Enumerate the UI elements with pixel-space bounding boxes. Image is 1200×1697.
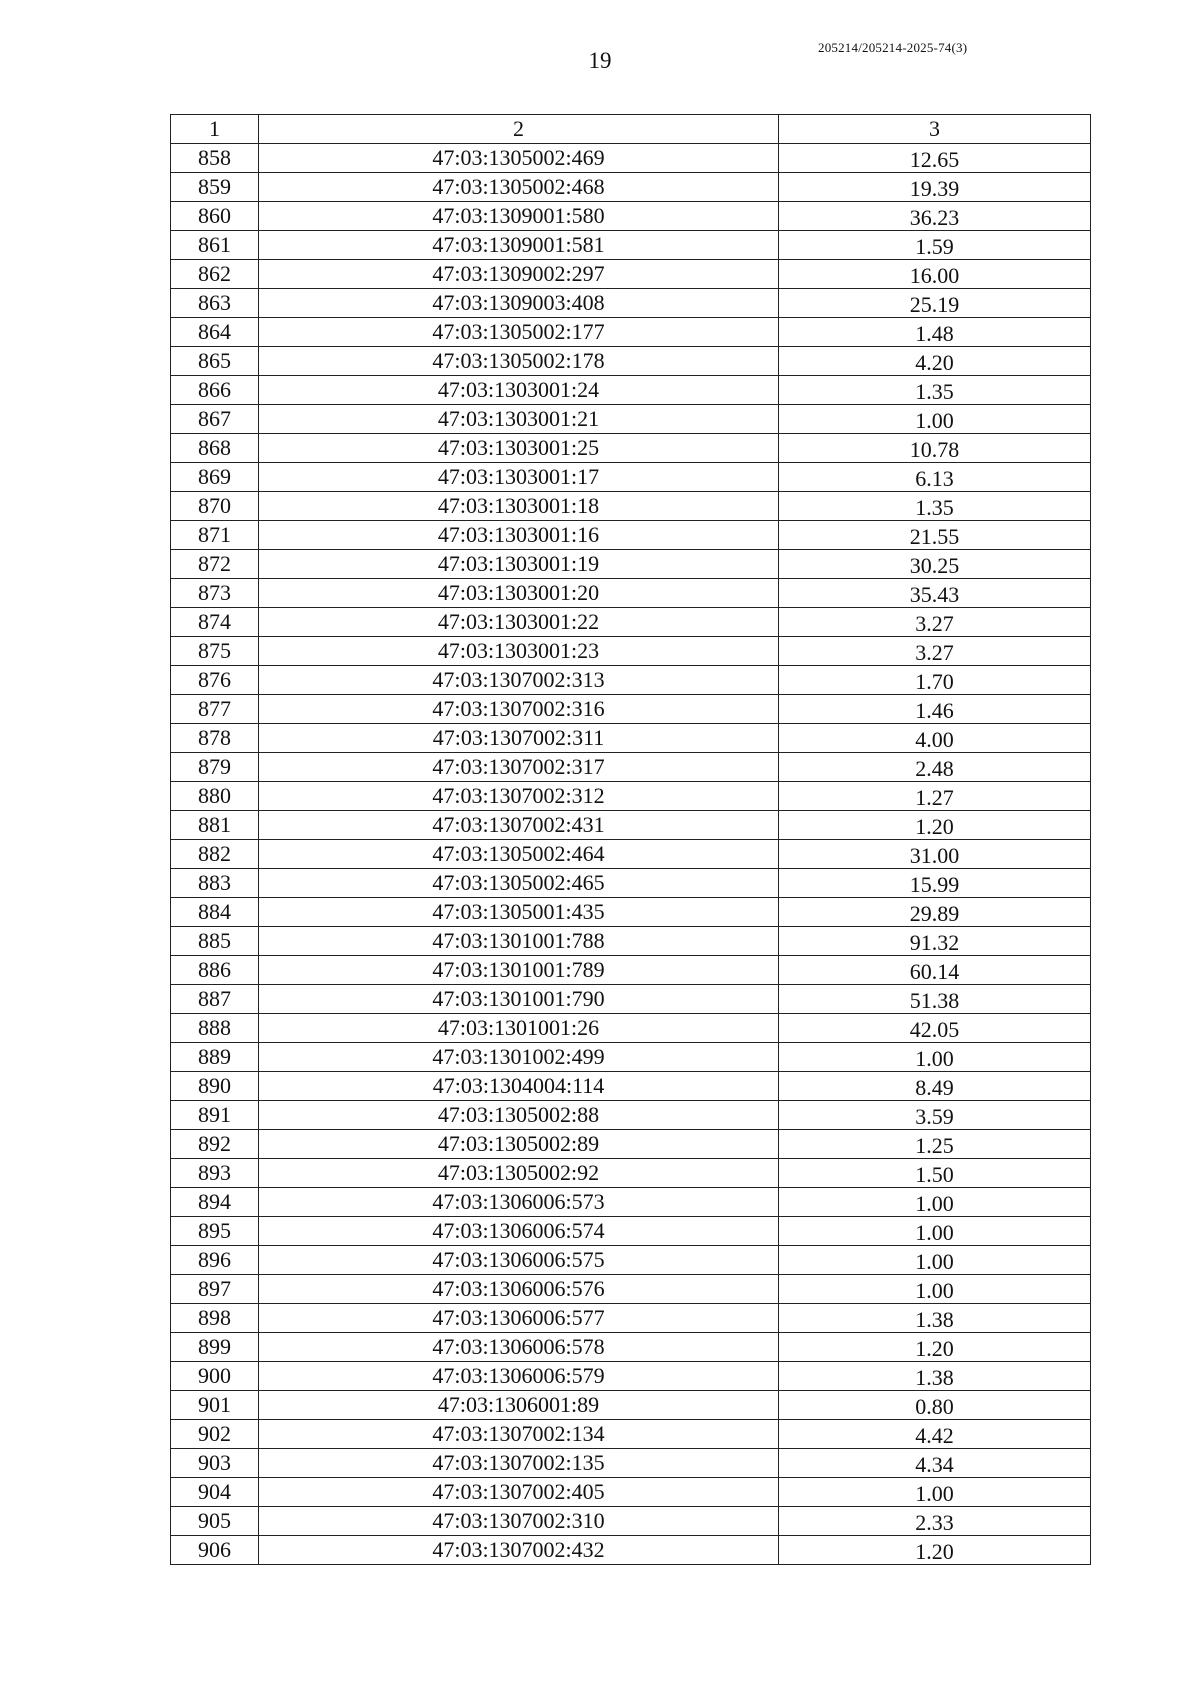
cadastral-number-cell: 47:03:1307002:317 bbox=[259, 753, 779, 782]
cadastral-number-cell: 47:03:1307002:405 bbox=[259, 1478, 779, 1507]
cadastral-number-cell: 47:03:1306006:575 bbox=[259, 1246, 779, 1275]
row-number-cell: 886 bbox=[171, 956, 259, 985]
column-header-number: 1 bbox=[171, 115, 259, 144]
area-cell: 1.27 bbox=[779, 782, 1091, 811]
row-number-cell: 890 bbox=[171, 1072, 259, 1101]
row-number-cell: 863 bbox=[171, 289, 259, 318]
cadastral-number-cell: 47:03:1305002:88 bbox=[259, 1101, 779, 1130]
area-cell: 1.46 bbox=[779, 695, 1091, 724]
area-cell: 31.00 bbox=[779, 840, 1091, 869]
table-row bbox=[171, 231, 1091, 260]
table-row bbox=[171, 1217, 1091, 1246]
area-cell: 4.42 bbox=[779, 1420, 1091, 1449]
cadastral-number-cell: 47:03:1303001:23 bbox=[259, 637, 779, 666]
cadastral-number-cell: 47:03:1307002:134 bbox=[259, 1420, 779, 1449]
row-number-cell: 867 bbox=[171, 405, 259, 434]
header-row bbox=[171, 115, 1091, 144]
area-cell: 1.50 bbox=[779, 1159, 1091, 1188]
cadastral-number-cell: 47:03:1303001:25 bbox=[259, 434, 779, 463]
row-number-cell: 906 bbox=[171, 1536, 259, 1565]
row-number-cell: 865 bbox=[171, 347, 259, 376]
cadastral-number-cell: 47:03:1307002:432 bbox=[259, 1536, 779, 1565]
table-row bbox=[171, 666, 1091, 695]
row-number-cell: 899 bbox=[171, 1333, 259, 1362]
cadastral-number-cell: 47:03:1304004:114 bbox=[259, 1072, 779, 1101]
table-row bbox=[171, 1478, 1091, 1507]
row-number-cell: 866 bbox=[171, 376, 259, 405]
area-cell: 21.55 bbox=[779, 521, 1091, 550]
area-cell: 0.80 bbox=[779, 1391, 1091, 1420]
table-row bbox=[171, 1130, 1091, 1159]
row-number-cell: 871 bbox=[171, 521, 259, 550]
cadastral-number-cell: 47:03:1305002:89 bbox=[259, 1130, 779, 1159]
cadastral-number-cell: 47:03:1303001:22 bbox=[259, 608, 779, 637]
table-row bbox=[171, 260, 1091, 289]
table-row bbox=[171, 637, 1091, 666]
table-row bbox=[171, 463, 1091, 492]
area-cell: 1.25 bbox=[779, 1130, 1091, 1159]
column-header-area: 3 bbox=[779, 115, 1091, 144]
cadastral-number-cell: 47:03:1307002:312 bbox=[259, 782, 779, 811]
row-number-cell: 883 bbox=[171, 869, 259, 898]
table-row bbox=[171, 1420, 1091, 1449]
row-number-cell: 878 bbox=[171, 724, 259, 753]
area-cell: 35.43 bbox=[779, 579, 1091, 608]
row-number-cell: 892 bbox=[171, 1130, 259, 1159]
area-cell: 1.59 bbox=[779, 231, 1091, 260]
area-cell: 91.32 bbox=[779, 927, 1091, 956]
table-row bbox=[171, 608, 1091, 637]
area-cell: 1.35 bbox=[779, 376, 1091, 405]
row-number-cell: 905 bbox=[171, 1507, 259, 1536]
area-cell: 4.34 bbox=[779, 1449, 1091, 1478]
row-number-cell: 888 bbox=[171, 1014, 259, 1043]
area-cell: 1.20 bbox=[779, 1536, 1091, 1565]
row-number-cell: 881 bbox=[171, 811, 259, 840]
cadastral-number-cell: 47:03:1309002:297 bbox=[259, 260, 779, 289]
cadastral-number-cell: 47:03:1306006:577 bbox=[259, 1304, 779, 1333]
cadastral-number-cell: 47:03:1309001:581 bbox=[259, 231, 779, 260]
cadastral-number-cell: 47:03:1303001:21 bbox=[259, 405, 779, 434]
row-number-cell: 872 bbox=[171, 550, 259, 579]
row-number-cell: 860 bbox=[171, 202, 259, 231]
row-number-cell: 889 bbox=[171, 1043, 259, 1072]
row-number-cell: 869 bbox=[171, 463, 259, 492]
table-row bbox=[171, 811, 1091, 840]
cadastral-number-cell: 47:03:1307002:313 bbox=[259, 666, 779, 695]
row-number-cell: 861 bbox=[171, 231, 259, 260]
table-row bbox=[171, 173, 1091, 202]
row-number-cell: 875 bbox=[171, 637, 259, 666]
table-row bbox=[171, 347, 1091, 376]
area-cell: 1.00 bbox=[779, 1246, 1091, 1275]
row-number-cell: 885 bbox=[171, 927, 259, 956]
row-number-cell: 862 bbox=[171, 260, 259, 289]
page-number: 19 bbox=[588, 48, 612, 73]
row-number-cell: 904 bbox=[171, 1478, 259, 1507]
cadastral-number-cell: 47:03:1305002:92 bbox=[259, 1159, 779, 1188]
cadastral-number-cell: 47:03:1306006:578 bbox=[259, 1333, 779, 1362]
row-number-cell: 893 bbox=[171, 1159, 259, 1188]
row-number-cell: 884 bbox=[171, 898, 259, 927]
row-number-cell: 870 bbox=[171, 492, 259, 521]
cadastral-number-cell: 47:03:1307002:316 bbox=[259, 695, 779, 724]
area-cell: 29.89 bbox=[779, 898, 1091, 927]
row-number-cell: 879 bbox=[171, 753, 259, 782]
area-cell: 1.00 bbox=[779, 1043, 1091, 1072]
row-number-cell: 882 bbox=[171, 840, 259, 869]
area-cell: 1.20 bbox=[779, 811, 1091, 840]
area-cell: 4.00 bbox=[779, 724, 1091, 753]
table-row bbox=[171, 724, 1091, 753]
cadastral-number-cell: 47:03:1306006:574 bbox=[259, 1217, 779, 1246]
table-row bbox=[171, 202, 1091, 231]
table-row bbox=[171, 782, 1091, 811]
table-row bbox=[171, 1362, 1091, 1391]
row-number-cell: 900 bbox=[171, 1362, 259, 1391]
cadastral-number-cell: 47:03:1307002:311 bbox=[259, 724, 779, 753]
cadastral-number-cell: 47:03:1307002:431 bbox=[259, 811, 779, 840]
table-row bbox=[171, 405, 1091, 434]
area-cell: 16.00 bbox=[779, 260, 1091, 289]
area-cell: 51.38 bbox=[779, 985, 1091, 1014]
area-cell: 1.00 bbox=[779, 405, 1091, 434]
cadastral-number-cell: 47:03:1307002:135 bbox=[259, 1449, 779, 1478]
cadastral-number-cell: 47:03:1303001:24 bbox=[259, 376, 779, 405]
row-number-cell: 894 bbox=[171, 1188, 259, 1217]
table-row bbox=[171, 1449, 1091, 1478]
table-row bbox=[171, 1536, 1091, 1565]
table-row bbox=[171, 550, 1091, 579]
cadastral-number-cell: 47:03:1303001:18 bbox=[259, 492, 779, 521]
area-cell: 1.20 bbox=[779, 1333, 1091, 1362]
area-cell: 3.59 bbox=[779, 1101, 1091, 1130]
area-cell: 1.70 bbox=[779, 666, 1091, 695]
row-number-cell: 873 bbox=[171, 579, 259, 608]
table-row bbox=[171, 144, 1091, 173]
area-cell: 12.65 bbox=[779, 144, 1091, 173]
table-row bbox=[171, 434, 1091, 463]
row-number-cell: 880 bbox=[171, 782, 259, 811]
area-cell: 60.14 bbox=[779, 956, 1091, 985]
area-cell: 36.23 bbox=[779, 202, 1091, 231]
column-header-cadastral-number: 2 bbox=[259, 115, 779, 144]
area-cell: 15.99 bbox=[779, 869, 1091, 898]
document-code: 205214/205214-2025-74(3) bbox=[818, 40, 968, 55]
cadastral-number-cell: 47:03:1305002:465 bbox=[259, 869, 779, 898]
row-number-cell: 877 bbox=[171, 695, 259, 724]
area-cell: 1.00 bbox=[779, 1188, 1091, 1217]
table-row bbox=[171, 579, 1091, 608]
cadastral-number-cell: 47:03:1301001:788 bbox=[259, 927, 779, 956]
row-number-cell: 901 bbox=[171, 1391, 259, 1420]
table-row bbox=[171, 1101, 1091, 1130]
row-number-cell: 874 bbox=[171, 608, 259, 637]
table-row bbox=[171, 1246, 1091, 1275]
area-cell: 1.00 bbox=[779, 1217, 1091, 1246]
cadastral-number-cell: 47:03:1305002:177 bbox=[259, 318, 779, 347]
cadastral-number-cell: 47:03:1305002:464 bbox=[259, 840, 779, 869]
row-number-cell: 876 bbox=[171, 666, 259, 695]
table-row bbox=[171, 318, 1091, 347]
area-cell: 2.48 bbox=[779, 753, 1091, 782]
area-cell: 25.19 bbox=[779, 289, 1091, 318]
table-row bbox=[171, 1507, 1091, 1536]
cadastral-number-cell: 47:03:1303001:20 bbox=[259, 579, 779, 608]
cadastral-number-cell: 47:03:1305002:178 bbox=[259, 347, 779, 376]
table-row bbox=[171, 898, 1091, 927]
cadastral-table bbox=[170, 114, 1091, 1565]
table-row bbox=[171, 1072, 1091, 1101]
cadastral-number-cell: 47:03:1301001:789 bbox=[259, 956, 779, 985]
table-row bbox=[171, 753, 1091, 782]
area-cell: 1.48 bbox=[779, 318, 1091, 347]
area-cell: 42.05 bbox=[779, 1014, 1091, 1043]
table-row bbox=[171, 840, 1091, 869]
table-row bbox=[171, 376, 1091, 405]
area-cell: 4.20 bbox=[779, 347, 1091, 376]
area-cell: 10.78 bbox=[779, 434, 1091, 463]
cadastral-number-cell: 47:03:1301001:26 bbox=[259, 1014, 779, 1043]
area-cell: 1.00 bbox=[779, 1275, 1091, 1304]
table-row bbox=[171, 492, 1091, 521]
table-row bbox=[171, 1159, 1091, 1188]
cadastral-number-cell: 47:03:1305002:468 bbox=[259, 173, 779, 202]
table-body bbox=[171, 144, 1091, 1565]
row-number-cell: 868 bbox=[171, 434, 259, 463]
cadastral-number-cell: 47:03:1309003:408 bbox=[259, 289, 779, 318]
row-number-cell: 864 bbox=[171, 318, 259, 347]
row-number-cell: 902 bbox=[171, 1420, 259, 1449]
cadastral-number-cell: 47:03:1303001:19 bbox=[259, 550, 779, 579]
row-number-cell: 895 bbox=[171, 1217, 259, 1246]
area-cell: 30.25 bbox=[779, 550, 1091, 579]
cadastral-number-cell: 47:03:1309001:580 bbox=[259, 202, 779, 231]
table-row bbox=[171, 1333, 1091, 1362]
cadastral-number-cell: 47:03:1307002:310 bbox=[259, 1507, 779, 1536]
cadastral-number-cell: 47:03:1303001:16 bbox=[259, 521, 779, 550]
table-row bbox=[171, 1188, 1091, 1217]
area-cell: 2.33 bbox=[779, 1507, 1091, 1536]
cadastral-number-cell: 47:03:1305002:469 bbox=[259, 144, 779, 173]
table-row bbox=[171, 695, 1091, 724]
row-number-cell: 859 bbox=[171, 173, 259, 202]
area-cell: 1.00 bbox=[779, 1478, 1091, 1507]
cadastral-number-cell: 47:03:1306001:89 bbox=[259, 1391, 779, 1420]
table-row bbox=[171, 1391, 1091, 1420]
row-number-cell: 891 bbox=[171, 1101, 259, 1130]
cadastral-number-cell: 47:03:1303001:17 bbox=[259, 463, 779, 492]
cadastral-number-cell: 47:03:1306006:576 bbox=[259, 1275, 779, 1304]
table-row bbox=[171, 985, 1091, 1014]
row-number-cell: 903 bbox=[171, 1449, 259, 1478]
table-row bbox=[171, 927, 1091, 956]
row-number-cell: 896 bbox=[171, 1246, 259, 1275]
area-cell: 3.27 bbox=[779, 608, 1091, 637]
table-header bbox=[171, 115, 1091, 144]
row-number-cell: 898 bbox=[171, 1304, 259, 1333]
area-cell: 19.39 bbox=[779, 173, 1091, 202]
table-row bbox=[171, 1304, 1091, 1333]
cadastral-number-cell: 47:03:1301001:790 bbox=[259, 985, 779, 1014]
cadastral-number-cell: 47:03:1305001:435 bbox=[259, 898, 779, 927]
table-row bbox=[171, 289, 1091, 318]
area-cell: 3.27 bbox=[779, 637, 1091, 666]
cadastral-number-cell: 47:03:1306006:573 bbox=[259, 1188, 779, 1217]
table-row bbox=[171, 1014, 1091, 1043]
table-row bbox=[171, 521, 1091, 550]
table-row bbox=[171, 869, 1091, 898]
row-number-cell: 887 bbox=[171, 985, 259, 1014]
cadastral-number-cell: 47:03:1306006:579 bbox=[259, 1362, 779, 1391]
row-number-cell: 897 bbox=[171, 1275, 259, 1304]
area-cell: 8.49 bbox=[779, 1072, 1091, 1101]
area-cell: 1.38 bbox=[779, 1362, 1091, 1391]
table-row bbox=[171, 1275, 1091, 1304]
cadastral-number-cell: 47:03:1301002:499 bbox=[259, 1043, 779, 1072]
table-row bbox=[171, 956, 1091, 985]
area-cell: 1.35 bbox=[779, 492, 1091, 521]
row-number-cell: 858 bbox=[171, 144, 259, 173]
table-row bbox=[171, 1043, 1091, 1072]
area-cell: 6.13 bbox=[779, 463, 1091, 492]
area-cell: 1.38 bbox=[779, 1304, 1091, 1333]
